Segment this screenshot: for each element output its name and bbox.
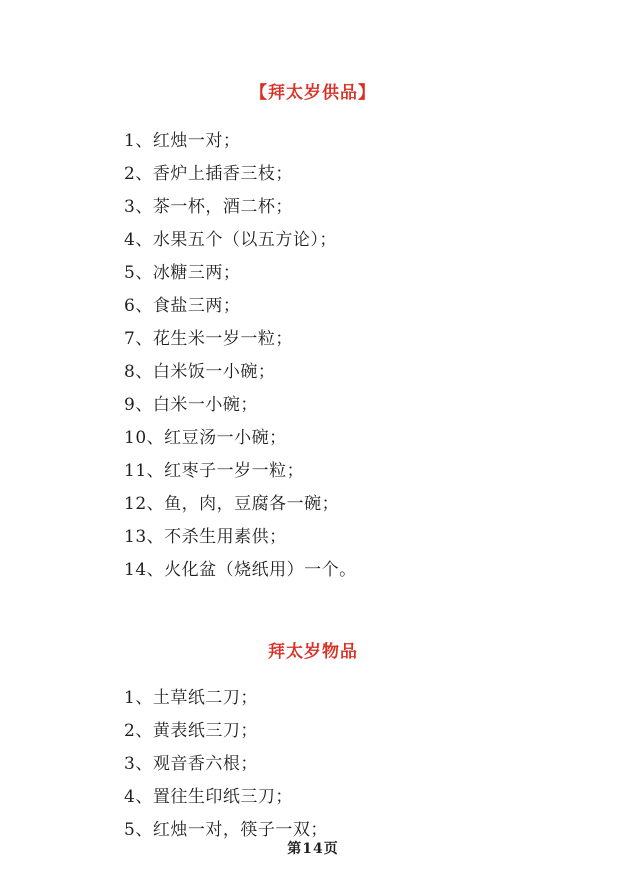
list-item: 2、黄表纸三刀； (124, 721, 258, 741)
list-item: 12、鱼，肉，豆腐各一碗； (124, 494, 340, 514)
list-item: 1、土草纸二刀； (124, 688, 258, 708)
list-item: 11、红枣子一岁一粒； (124, 461, 305, 481)
list-item: 9、白米一小碗； (124, 395, 258, 415)
section-heading-offerings: 【拜太岁供品】 (250, 83, 376, 103)
list-item: 5、冰糖三两； (124, 263, 241, 283)
list-item: 4、置往生印纸三刀； (124, 787, 293, 807)
offerings-list (0, 125, 626, 587)
list-item: 14、火化盆（烧纸用）一个。 (124, 560, 357, 580)
list-item: 7、花生米一岁一粒； (124, 329, 293, 349)
list-item: 8、白米饭一小碗； (124, 362, 276, 382)
section-heading-items: 拜太岁物品 (268, 642, 358, 662)
section-items (0, 637, 626, 847)
items-list (0, 682, 626, 847)
list-item: 5、红烛一对，筷子一双； (124, 820, 328, 840)
list-item: 6、食盐三两； (124, 296, 241, 316)
list-item: 3、茶一杯，酒二杯； (124, 197, 293, 217)
list-item: 10、红豆汤一小碗； (124, 428, 287, 448)
list-item: 3、观音香六根； (124, 754, 258, 774)
list-item: 13、不杀生用素供； (124, 527, 287, 547)
list-item: 2、香炉上插香三枝； (124, 164, 293, 184)
page-number: 第14页 (287, 841, 339, 857)
list-item: 1、红烛一对； (124, 131, 241, 151)
list-item: 4、水果五个（以五方论）； (124, 230, 337, 250)
